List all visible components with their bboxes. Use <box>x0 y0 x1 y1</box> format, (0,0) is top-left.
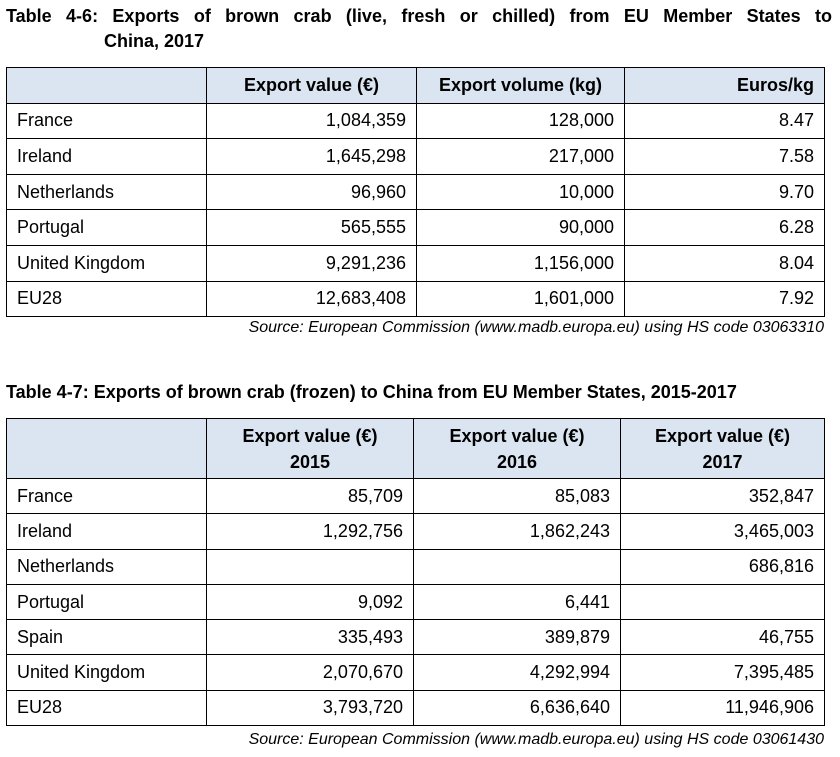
value-2017-cell: 686,816 <box>621 549 825 584</box>
header-corner-cell <box>7 419 207 479</box>
table-row <box>7 655 825 690</box>
table-row <box>7 210 825 246</box>
table-4-7 <box>6 418 825 726</box>
country-cell: Netherlands <box>7 174 207 210</box>
header-export-volume: Export volume (kg) <box>417 68 625 104</box>
header-export-value-2016 <box>414 419 621 479</box>
export-volume-cell: 128,000 <box>417 103 625 139</box>
table-row <box>7 549 825 584</box>
header-year: 2016 <box>496 451 538 472</box>
value-2017-cell: 46,755 <box>621 620 825 655</box>
country-cell: Netherlands <box>7 549 207 584</box>
table-4-6-title-line2: China, 2017 <box>104 31 205 51</box>
table-4-6-title-line1: Table 4-6: Exports of brown crab (live, fresh or chilled) from EU Member States to <box>6 6 832 26</box>
table-row <box>7 139 825 175</box>
value-2015-cell: 85,709 <box>207 479 414 514</box>
value-2017-cell <box>621 584 825 619</box>
export-value-cell: 565,555 <box>207 210 417 246</box>
export-value-cell: 96,960 <box>207 174 417 210</box>
country-cell: Spain <box>7 620 207 655</box>
value-2016-cell <box>414 549 621 584</box>
country-cell: EU28 <box>7 281 207 317</box>
table-row <box>7 690 825 725</box>
value-2017-cell: 352,847 <box>621 479 825 514</box>
export-value-cell: 12,683,408 <box>207 281 417 317</box>
table-4-6 <box>6 67 825 317</box>
table-4-6-source: Source: European Commission (www.madb.europa.eu) using HS code 03063310 <box>248 319 824 336</box>
table-row <box>7 245 825 281</box>
country-cell: United Kingdom <box>7 655 207 690</box>
table-4-7-title: Table 4-7: Exports of brown crab (frozen) to China from EU Member States, 2015-2017 <box>6 382 737 402</box>
export-volume-cell: 1,156,000 <box>417 245 625 281</box>
country-cell: United Kingdom <box>7 245 207 281</box>
value-2017-cell: 7,395,485 <box>621 655 825 690</box>
country-cell: France <box>7 103 207 139</box>
header-label: Export value (€) <box>242 425 378 446</box>
value-2015-cell <box>207 549 414 584</box>
value-2015-cell: 3,793,720 <box>207 690 414 725</box>
euros-per-kg-cell: 7.92 <box>625 281 825 317</box>
value-2017-cell: 3,465,003 <box>621 514 825 549</box>
header-euros-per-kg: Euros/kg <box>625 68 825 104</box>
value-2016-cell: 6,636,640 <box>414 690 621 725</box>
country-cell: Portugal <box>7 584 207 619</box>
header-export-value-2015 <box>207 419 414 479</box>
export-value-cell: 1,084,359 <box>207 103 417 139</box>
value-2015-cell: 2,070,670 <box>207 655 414 690</box>
table-row <box>7 479 825 514</box>
table-4-6-title <box>6 4 832 54</box>
country-cell: Ireland <box>7 139 207 175</box>
euros-per-kg-cell: 9.70 <box>625 174 825 210</box>
euros-per-kg-cell: 6.28 <box>625 210 825 246</box>
table-row <box>7 620 825 655</box>
country-cell: Portugal <box>7 210 207 246</box>
euros-per-kg-cell: 8.04 <box>625 245 825 281</box>
country-cell: France <box>7 479 207 514</box>
export-value-cell: 9,291,236 <box>207 245 417 281</box>
table-row <box>7 103 825 139</box>
value-2015-cell: 335,493 <box>207 620 414 655</box>
table-header-row <box>7 419 825 479</box>
table-row <box>7 514 825 549</box>
value-2015-cell: 1,292,756 <box>207 514 414 549</box>
euros-per-kg-cell: 7.58 <box>625 139 825 175</box>
table-row <box>7 281 825 317</box>
value-2016-cell: 4,292,994 <box>414 655 621 690</box>
value-2016-cell: 1,862,243 <box>414 514 621 549</box>
export-value-cell: 1,645,298 <box>207 139 417 175</box>
table-4-7-source: Source: European Commission (www.madb.europa.eu) using HS code 03061430 <box>248 731 824 748</box>
value-2016-cell: 85,083 <box>414 479 621 514</box>
export-volume-cell: 10,000 <box>417 174 625 210</box>
header-label: Export value (€) <box>449 425 585 446</box>
value-2017-cell: 11,946,906 <box>621 690 825 725</box>
header-year: 2017 <box>702 451 743 472</box>
table-header-row <box>7 68 825 104</box>
export-volume-cell: 1,601,000 <box>417 281 625 317</box>
table-row <box>7 174 825 210</box>
header-corner-cell <box>7 68 207 104</box>
country-cell: EU28 <box>7 690 207 725</box>
value-2016-cell: 6,441 <box>414 584 621 619</box>
header-year: 2015 <box>289 451 331 472</box>
export-volume-cell: 90,000 <box>417 210 625 246</box>
table-row <box>7 584 825 619</box>
export-volume-cell: 217,000 <box>417 139 625 175</box>
value-2016-cell: 389,879 <box>414 620 621 655</box>
header-export-value-2017 <box>621 419 825 479</box>
country-cell: Ireland <box>7 514 207 549</box>
euros-per-kg-cell: 8.47 <box>625 103 825 139</box>
header-export-value: Export value (€) <box>207 68 417 104</box>
header-label: Export value (€) <box>654 425 791 446</box>
value-2015-cell: 9,092 <box>207 584 414 619</box>
